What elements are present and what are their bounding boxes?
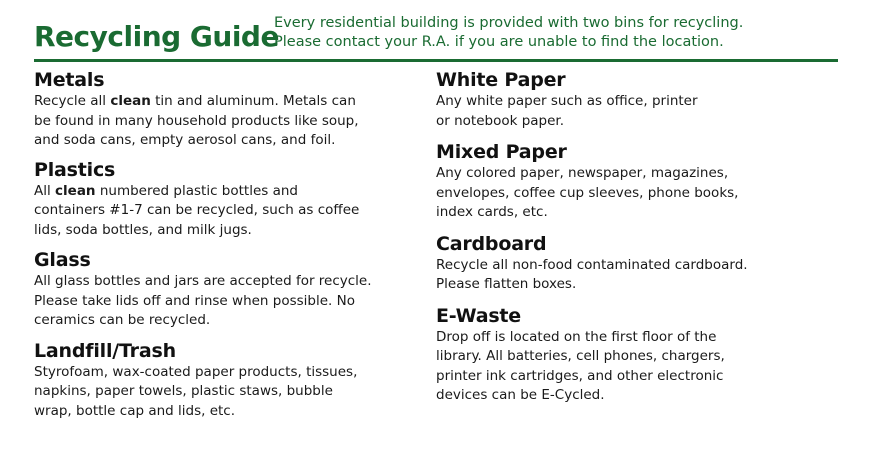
section-mixed-paper <box>436 140 836 223</box>
metals-text-bold: clean <box>110 93 151 109</box>
section-text-cardboard: Recycle all non-food contaminated cardboard. Please flatten boxes. <box>436 256 748 292</box>
header <box>34 10 838 60</box>
section-white-paper <box>436 68 836 131</box>
plastics-text-pre: All <box>34 182 56 199</box>
section-heading-landfill: Landfill/Trash <box>34 339 176 362</box>
section-landfill <box>34 339 414 422</box>
section-text-plastics <box>34 182 414 241</box>
intro-line-2: Please contact your R.A. if you are unable to find the location. <box>274 34 724 50</box>
plastics-text-bold: clean <box>55 182 96 199</box>
section-heading-metals: Metals <box>34 69 105 91</box>
section-heading-plastics: Plastics <box>34 158 116 181</box>
section-plastics <box>34 158 414 241</box>
plastics-text-post: numbered plastic bottles and containers #1-7 can be recycled, such as coffee lids, soda bottles, and milk jugs. <box>34 182 360 238</box>
metals-text-pre: Recycle all <box>34 93 111 109</box>
intro-line-1: Every residential building is provided with two bins for recycling. <box>274 15 744 31</box>
intro-text <box>274 14 743 52</box>
section-heading-cardboard: Cardboard <box>436 232 547 255</box>
section-text-landfill: Styrofoam, wax-coated paper products, tissues, napkins, paper towels, plastic staws, bubble wrap, bottle cap and lids, etc. <box>34 363 358 419</box>
section-cardboard <box>436 232 836 295</box>
section-text-ewaste: Drop off is located on the first floor of the library. All batteries, cell phones, chargers, printer ink cartridges, and other electronic devices can be E-Cycled. <box>436 328 725 403</box>
section-text-metals <box>34 92 414 151</box>
section-metals <box>34 68 414 151</box>
left-column <box>34 68 414 429</box>
section-heading-glass: Glass <box>34 249 91 271</box>
section-glass <box>34 248 414 331</box>
section-heading-ewaste: E-Waste <box>436 304 521 327</box>
section-heading-mixed-paper: Mixed Paper <box>436 141 567 163</box>
right-column <box>436 68 836 415</box>
section-text-glass: All glass bottles and jars are accepted for recycle. Please take lids off and rinse when possible. No ceramics can be recycled. <box>34 273 372 328</box>
section-ewaste <box>436 304 836 406</box>
header-divider <box>34 59 838 62</box>
section-heading-white-paper: White Paper <box>436 69 566 91</box>
section-text-mixed-paper: Any colored paper, newspaper, magazines, envelopes, coffee cup sleeves, phone books, index cards, etc. <box>436 165 739 220</box>
section-text-white-paper: Any white paper such as office, printer or notebook paper. <box>436 93 698 129</box>
page-title: Recycling Guide <box>34 20 279 53</box>
metals-text-post: tin and aluminum. Metals can be found in many household products like soup, and soda cans, empty aerosol cans, and foil. <box>34 93 359 148</box>
